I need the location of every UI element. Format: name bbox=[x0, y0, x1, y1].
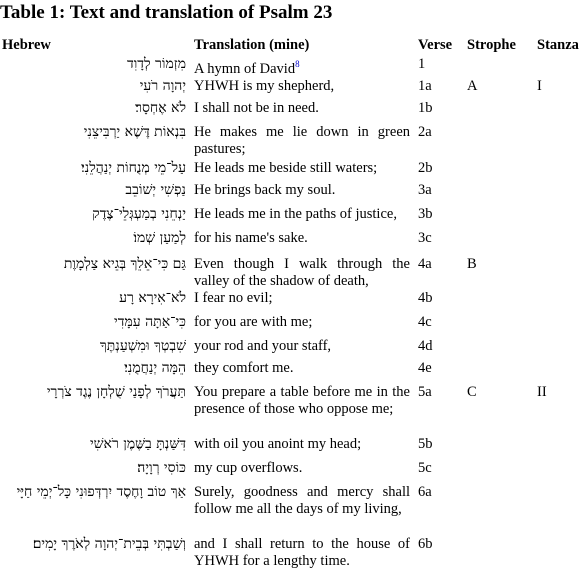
translation-span: I fear no evil; bbox=[194, 290, 273, 306]
translation-text bbox=[194, 290, 410, 307]
translation-span: they comfort me. bbox=[194, 360, 294, 376]
table-title: Table 1: Text and translation of Psalm 23 bbox=[0, 2, 333, 23]
translation-text bbox=[194, 360, 410, 377]
hebrew-text: גַּם כִּי־אֵלֵךְ בְּגֵיא צַלְמָוֶת bbox=[63, 256, 186, 272]
verse-number: 4b bbox=[418, 290, 433, 306]
verse-number: 1b bbox=[418, 100, 433, 116]
translation-text bbox=[194, 78, 410, 95]
hebrew-text: בִּנְאוֹת דֶּשֶׁא יַרְבִּיצֵנִי bbox=[83, 124, 186, 140]
translation-span: A hymn of David bbox=[194, 60, 296, 77]
strophe-label: B bbox=[467, 256, 477, 272]
translation-span: for his name's sake. bbox=[194, 230, 308, 246]
verse-number: 4c bbox=[418, 314, 432, 330]
hebrew-text: עַל־מֵי מְנֻחוֹת יְנַהֲלֵנִי׃ bbox=[80, 160, 186, 176]
stanza-label: I bbox=[537, 78, 542, 94]
translation-span: He makes me lie down in green pastures; bbox=[194, 124, 410, 157]
verse-number: 6a bbox=[418, 484, 432, 500]
verse-number: 5c bbox=[418, 460, 432, 476]
verse-number: 4d bbox=[418, 338, 433, 354]
translation-span: YHWH is my shepherd, bbox=[194, 78, 335, 94]
hebrew-text: אַךְ טוֹב וָחֶסֶד יִרְדְּפוּנִי כָּל־יְמֵי חַיָּי bbox=[16, 484, 186, 500]
translation-text bbox=[194, 384, 410, 418]
verse-number: 1a bbox=[418, 78, 432, 94]
header-translation: Translation (mine) bbox=[194, 37, 310, 53]
footnote-marker[interactable]: 8 bbox=[295, 59, 300, 69]
header-strophe: Strophe bbox=[467, 37, 516, 53]
hebrew-text: לֹא אֶחְסָר׃ bbox=[135, 100, 186, 116]
translation-span: your rod and your staff, bbox=[194, 338, 332, 354]
hebrew-text: יַנְחֵנִי בְמַעְגְּלֵי־צֶדֶק bbox=[92, 206, 186, 222]
translation-text bbox=[194, 100, 410, 117]
translation-text bbox=[194, 314, 410, 331]
translation-span: for you are with me; bbox=[194, 314, 313, 330]
hebrew-text: תַּעֲרֹךְ לְפָנַי שֻׁלְחָן נֶגֶד צֹרְרָי bbox=[46, 384, 186, 400]
verse-number: 1 bbox=[418, 56, 426, 72]
strophe-label: C bbox=[467, 384, 477, 400]
hebrew-text: כִּי־אַתָּה עִמָּדִי bbox=[114, 314, 186, 330]
translation-span: and I shall return to the house of YHWH for a lengthy time. bbox=[194, 536, 410, 569]
translation-span: Surely, goodness and mercy shall follow me all the days of my living, bbox=[194, 484, 410, 517]
verse-number: 4a bbox=[418, 256, 432, 272]
translation-text bbox=[194, 230, 410, 247]
translation-span: my cup overflows. bbox=[194, 460, 303, 476]
hebrew-text: הֵמָּה יְנַחֲמֻנִי׃ bbox=[124, 360, 186, 376]
verse-number: 3a bbox=[418, 182, 432, 198]
translation-text bbox=[194, 124, 410, 158]
verse-number: 2a bbox=[418, 124, 432, 140]
translation-span: I shall not be in need. bbox=[194, 100, 319, 116]
translation-span: He brings back my soul. bbox=[194, 182, 336, 198]
translation-span: with oil you anoint my head; bbox=[194, 436, 362, 452]
header-hebrew: Hebrew bbox=[2, 37, 51, 53]
hebrew-text: יְהוָה רֹעִי bbox=[139, 78, 186, 94]
hebrew-text: לֹא־אִירָא רָע bbox=[119, 290, 186, 306]
hebrew-text: לְמַעַן שְׁמוֹ׃ bbox=[133, 230, 186, 246]
stanza-label: II bbox=[537, 384, 547, 400]
translation-text bbox=[194, 536, 410, 570]
hebrew-text: נַפְשִׁי יְשׁוֹבֵב bbox=[125, 182, 186, 198]
verse-number: 6b bbox=[418, 536, 433, 552]
translation-text bbox=[194, 484, 410, 518]
header-verse: Verse bbox=[418, 37, 453, 53]
hebrew-text: דִּשַּׁנְתָּ בַשֶּׁמֶן רֹאשִׁי bbox=[89, 436, 186, 452]
verse-number: 3c bbox=[418, 230, 432, 246]
translation-text bbox=[194, 56, 410, 78]
translation-text bbox=[194, 338, 410, 355]
header-stanza: Stanza bbox=[537, 37, 579, 53]
hebrew-text: כּוֹסִי רְוָיָה׃ bbox=[137, 460, 186, 476]
translation-text bbox=[194, 256, 410, 290]
translation-text bbox=[194, 160, 410, 177]
hebrew-text: מִזְמוֹר לְדָוִד bbox=[126, 56, 186, 72]
verse-number: 3b bbox=[418, 206, 433, 222]
verse-number: 2b bbox=[418, 160, 433, 176]
translation-span: He leads me beside still waters; bbox=[194, 160, 378, 176]
translation-text bbox=[194, 206, 410, 223]
translation-text bbox=[194, 460, 410, 477]
strophe-label: A bbox=[467, 78, 478, 94]
hebrew-text: שִׁבְטְךָ וּמִשְׁעַנְתֶּךָ bbox=[99, 338, 186, 354]
translation-span: He leads me in the paths of justice, bbox=[194, 206, 397, 222]
verse-number: 4e bbox=[418, 360, 432, 376]
hebrew-text: וְשַׁבְתִּי בְּבֵית־יְהוָה לְאֹרֶךְ יָמִים׃ bbox=[32, 536, 186, 552]
verse-number: 5a bbox=[418, 384, 432, 400]
translation-span: Even though I walk through the valley of the shadow of death, bbox=[194, 256, 410, 289]
translation-span: You prepare a table before me in the presence of those who oppose me; bbox=[194, 384, 410, 417]
translation-text bbox=[194, 436, 410, 453]
verse-number: 5b bbox=[418, 436, 433, 452]
translation-text bbox=[194, 182, 410, 199]
